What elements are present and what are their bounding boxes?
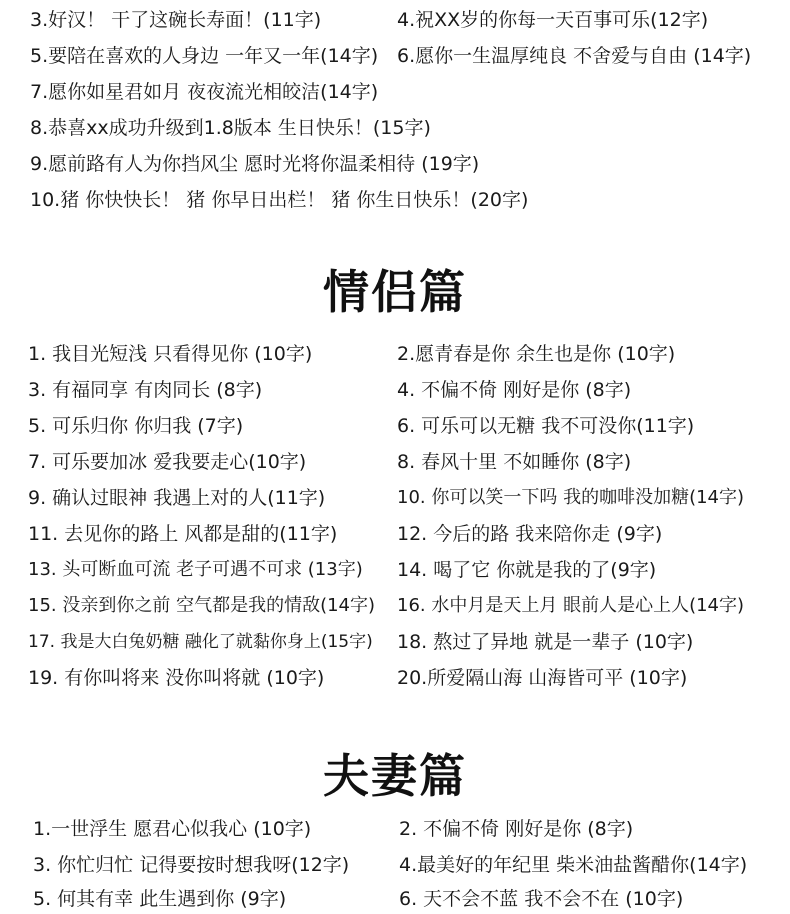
- wish-right: 14. 喝了它 你就是我的了(9字): [397, 559, 657, 581]
- wish-left: 5. 何其有幸 此生遇到你 (9字): [33, 888, 287, 910]
- wish-right: 12. 今后的路 我来陪你走 (9字): [397, 523, 663, 545]
- wish-right: 4. 不偏不倚 刚好是你 (8字): [397, 379, 632, 401]
- wish-right: 16. 水中月是天上月 眼前人是心上人(14字): [397, 595, 745, 616]
- wish-left: 15. 没亲到你之前 空气都是我的情敌(14字): [28, 595, 376, 616]
- wish-left: 1.一世浮生 愿君心似我心 (10字): [33, 818, 312, 840]
- section-title-spouse: 夫妻篇: [323, 749, 467, 803]
- wish-right: 18. 熬过了异地 就是一辈子 (10字): [397, 631, 694, 653]
- wish-left: 1. 我目光短浅 只看得见你 (10字): [28, 343, 313, 365]
- wish-right: 20.所爱隔山海 山海皆可平 (10字): [397, 667, 688, 689]
- wish-right: 6.愿你一生温厚纯良 不舍爱与自由 (14字): [397, 45, 752, 67]
- wish-right: 4.最美好的年纪里 柴米油盐酱醋你(14字): [399, 854, 748, 876]
- wish-right: 6. 可乐可以无糖 我不可没你(11字): [397, 415, 695, 437]
- wish-left: 3. 有福同享 有肉同长 (8字): [28, 379, 263, 401]
- wish-right: 2. 不偏不倚 刚好是你 (8字): [399, 818, 634, 840]
- wish-left: 13. 头可断血可流 老子可遇不可求 (13字): [28, 559, 363, 580]
- wish-left: 11. 去见你的路上 风都是甜的(11字): [28, 523, 338, 545]
- wish-left: 9.愿前路有人为你挡风尘 愿时光将你温柔相待 (19字): [30, 153, 480, 175]
- section-title-couple: 情侣篇: [323, 265, 467, 319]
- wish-left: 9. 确认过眼神 我遇上对的人(11字): [28, 487, 326, 509]
- wish-left: 3. 你忙归忙 记得要按时想我呀(12字): [33, 854, 350, 876]
- wish-right: 10. 你可以笑一下吗 我的咖啡没加糖(14字): [397, 487, 745, 508]
- wish-left: 3.好汉！ 干了这碗长寿面！(11字): [30, 9, 322, 31]
- wish-right: 2.愿青春是你 余生也是你 (10字): [397, 343, 676, 365]
- wish-left: 7. 可乐要加冰 爱我要走心(10字): [28, 451, 307, 473]
- wish-right: 8. 春风十里 不如睡你 (8字): [397, 451, 632, 473]
- wish-left: 17. 我是大白兔奶糖 融化了就黏你身上(15字): [28, 632, 373, 652]
- wish-left: 19. 有你叫将来 没你叫将就 (10字): [28, 667, 325, 689]
- wish-right: 4.祝XX岁的你每一天百事可乐(12字): [397, 9, 709, 31]
- wish-left: 7.愿你如星君如月 夜夜流光相皎洁(14字): [30, 81, 379, 103]
- wish-left: 10.猪 你快快长！ 猪 你早日出栏！ 猪 你生日快乐！(20字): [30, 189, 529, 211]
- wish-left: 5.要陪在喜欢的人身边 一年又一年(14字): [30, 45, 379, 67]
- wish-left: 5. 可乐归你 你归我 (7字): [28, 415, 244, 437]
- wish-right: 6. 天不会不蓝 我不会不在 (10字): [399, 888, 684, 910]
- wish-left: 8.恭喜xx成功升级到1.8版本 生日快乐！(15字): [30, 117, 431, 139]
